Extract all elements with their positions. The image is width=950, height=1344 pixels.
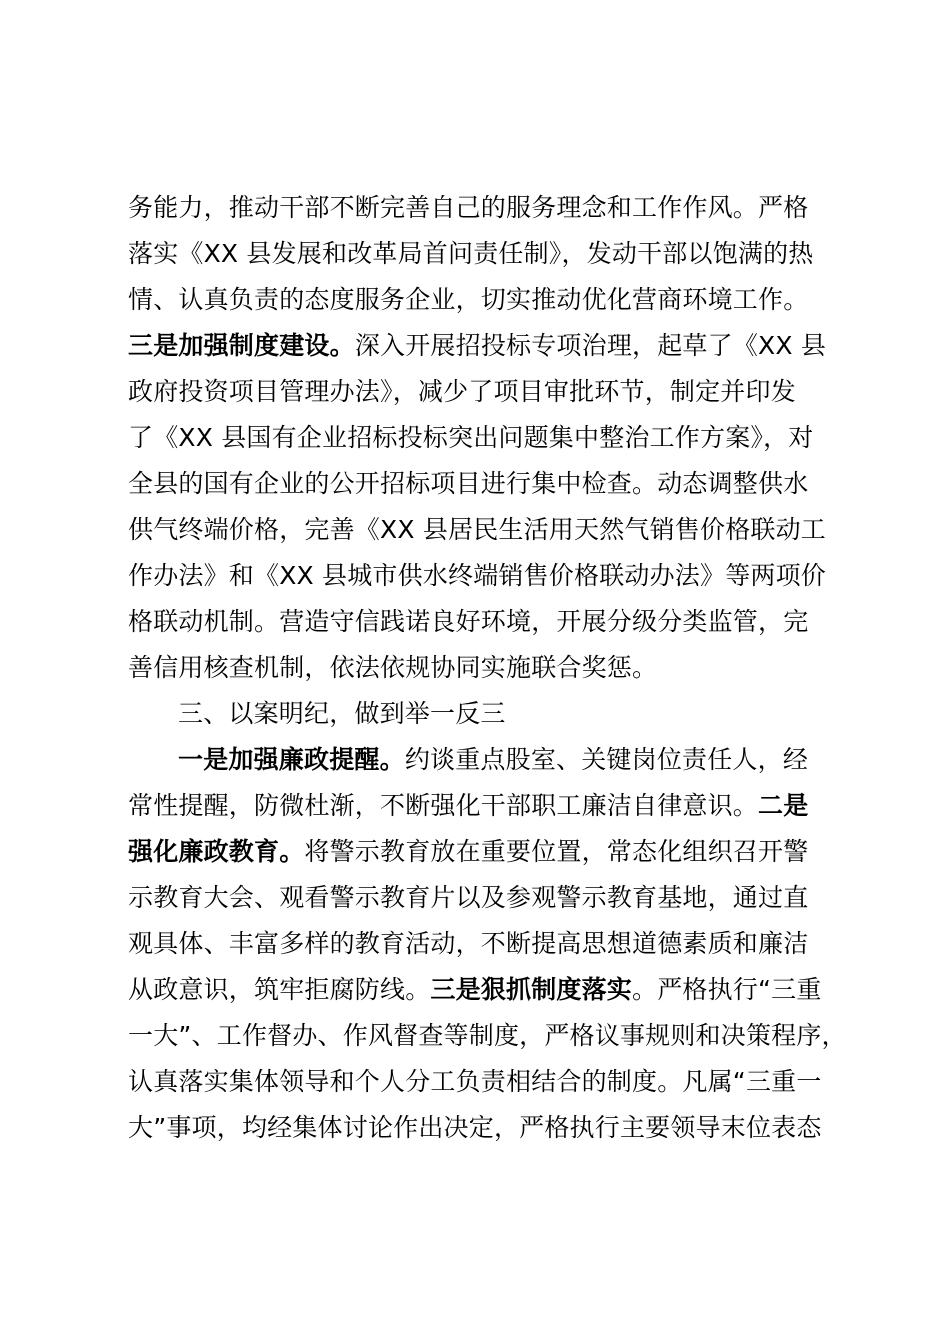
bold-heading-run: 三是狠抓制度落实 [430,975,633,1004]
text-run: 一大”、工作督办、作风督查等制度，严格议事规则和决策程序， [128,1021,847,1050]
paragraph-line [128,422,868,454]
section-heading-text: 三、以案明纪，做到举一反三 [178,699,506,728]
paragraph-line [128,1112,868,1144]
paragraph-line [128,192,868,224]
paragraph-line [128,330,868,362]
text-run: 全县的国有企业的公开招标项目进行集中检查。动态调整供水 [128,469,809,498]
text-run: 深入开展招投标专项治理，起草了《XX 县 [354,331,827,360]
text-run: 常性提醒，防微杜渐，不断强化干部职工廉洁自律意识。 [128,791,759,820]
text-run: 政府投资项目管理办法》，减少了项目审批环节，制定并印发 [128,377,796,406]
bold-heading-run: 一是加强廉政提醒。 [178,745,405,774]
text-run: 从政意识，筑牢拒腐防线。 [128,975,431,1004]
text-run: 务能力，推动干部不断完善自己的服务理念和工作作风。严格 [128,193,809,222]
paragraph-line [128,606,868,638]
text-run: 了《XX 县国有企业招标投标突出问题集中整治工作方案》，对 [128,423,814,452]
text-run: 作办法》和《XX 县城市供水终端销售价格联动办法》等两项价 [128,561,827,590]
text-run: 示教育大会、观看警示教育片以及参观警示教育基地，通过直 [128,883,809,912]
paragraph-line [128,928,868,960]
paragraph-line [128,882,868,914]
bold-heading-run: 二是 [758,791,809,820]
paragraph-line [128,1066,868,1098]
paragraph-line [128,652,868,684]
text-run: 格联动机制。营造守信践诺良好环境，开展分级分类监管，完 [128,607,809,636]
paragraph-line [128,514,868,546]
text-run: 观具体、丰富多样的教育活动，不断提高思想道德素质和廉洁 [128,929,809,958]
paragraph-line [128,790,868,822]
text-run: 情、认真负责的态度服务企业，切实推动优化营商环境工作。 [128,285,809,314]
text-run: 落实《XX 县发展和改革局首问责任制》，发动干部以饱满的热 [128,239,814,268]
paragraph-line [128,836,868,868]
paragraph-line [128,468,868,500]
text-run: 大”事项，均经集体讨论作出决定，严格执行主要领导末位表态 [128,1113,822,1142]
section-heading [178,698,868,730]
text-run: 约谈重点股室、关键岗位责任人，经 [404,745,809,774]
paragraph-line [128,560,868,592]
paragraph-line [128,238,868,270]
text-run: 认真落实集体领导和个人分工负责相结合的制度。凡属“三重一 [128,1067,822,1096]
paragraph-line [178,744,868,776]
paragraph-line [128,1020,868,1052]
text-run: 。严格执行“三重 [632,975,822,1004]
text-run: 将警示教育放在重要位置，常态化组织召开警 [304,837,809,866]
text-run: 供气终端价格，完善《XX 县居民生活用天然气销售价格联动工 [128,515,827,544]
bold-heading-run: 强化廉政教育。 [128,837,305,866]
paragraph-line [128,376,868,408]
text-run: 善信用核查机制，依法依规协同实施联合奖惩。 [128,653,658,682]
paragraph-line [128,284,868,316]
paragraph-line [128,974,868,1006]
bold-heading-run: 三是加强制度建设。 [128,331,355,360]
